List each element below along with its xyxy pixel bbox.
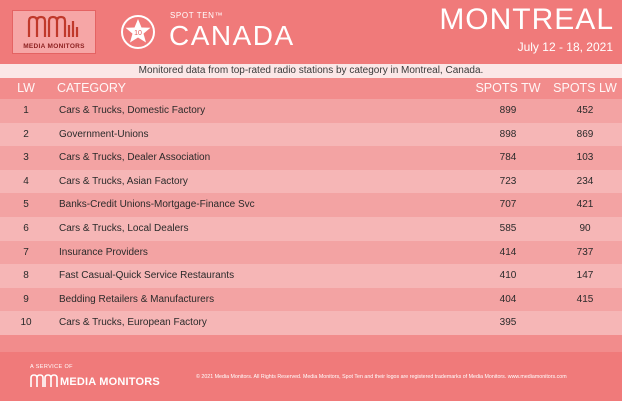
service-label: A SERVICE OF bbox=[30, 364, 73, 370]
table-row bbox=[0, 146, 622, 170]
table-row bbox=[0, 123, 622, 147]
cell-lw: 2 bbox=[23, 128, 29, 140]
cell-spots-lw: 147 bbox=[576, 270, 594, 282]
cell-spots-lw: 103 bbox=[576, 152, 594, 164]
header-lw: LW bbox=[17, 81, 35, 95]
cell-category: Cars & Trucks, Dealer Association bbox=[59, 152, 211, 164]
header-category: CATEGORY bbox=[57, 81, 126, 95]
cell-spots-lw: 421 bbox=[576, 199, 594, 211]
cell-spots-tw: 723 bbox=[499, 175, 517, 187]
cell-spots-lw: 737 bbox=[576, 246, 594, 258]
cell-spots-lw: 869 bbox=[576, 128, 594, 140]
subtitle: Monitored data from top-rated radio stations by category in Montreal, Canada. bbox=[0, 64, 622, 78]
table-row bbox=[0, 193, 622, 217]
cell-lw: 6 bbox=[23, 222, 29, 234]
cell-spots-lw: 415 bbox=[576, 293, 594, 305]
cell-spots-tw: 410 bbox=[499, 270, 517, 282]
table-row bbox=[0, 99, 622, 123]
cell-lw: 8 bbox=[23, 270, 29, 282]
table-row bbox=[0, 264, 622, 288]
cell-lw: 5 bbox=[23, 199, 29, 211]
table-header-row bbox=[0, 78, 622, 98]
cell-category: Cars & Trucks, European Factory bbox=[59, 317, 207, 329]
table-row bbox=[0, 170, 622, 194]
cell-spots-lw: 452 bbox=[576, 105, 594, 116]
spot-ten-label: SPOT TEN™ bbox=[170, 11, 224, 20]
date-range: July 12 - 18, 2021 bbox=[517, 40, 613, 54]
table-row bbox=[0, 288, 622, 312]
mm-footer-icon bbox=[30, 374, 58, 388]
cell-spots-lw: 234 bbox=[576, 175, 594, 187]
header-spots-lw: SPOTS LW bbox=[553, 81, 617, 95]
cell-spots-tw: 898 bbox=[499, 128, 517, 140]
cell-spots-tw: 414 bbox=[499, 246, 517, 258]
cell-spots-tw: 707 bbox=[499, 199, 517, 211]
cell-category: Insurance Providers bbox=[59, 246, 148, 258]
cell-spots-tw: 404 bbox=[499, 293, 517, 305]
table-row bbox=[0, 241, 622, 265]
header-spots-tw: SPOTS TW bbox=[475, 81, 541, 95]
footer-brand: MEDIA MONITORS bbox=[60, 376, 160, 388]
cell-lw: 9 bbox=[23, 293, 29, 305]
cell-lw: 10 bbox=[20, 317, 32, 329]
cell-category: Bedding Retailers & Manufacturers bbox=[59, 293, 215, 305]
cell-lw: 1 bbox=[23, 105, 29, 116]
badge-number: 10 bbox=[134, 30, 142, 37]
cell-category: Cars & Trucks, Domestic Factory bbox=[59, 105, 206, 116]
cell-spots-tw: 784 bbox=[499, 152, 517, 164]
table-body bbox=[0, 99, 622, 335]
table-row bbox=[0, 217, 622, 241]
cell-category: Fast Casual-Quick Service Restaurants bbox=[59, 270, 235, 282]
cell-category: Cars & Trucks, Local Dealers bbox=[59, 222, 189, 234]
cell-category: Government-Unions bbox=[59, 128, 149, 140]
cell-spots-lw: 90 bbox=[579, 222, 591, 234]
cell-lw: 3 bbox=[23, 152, 29, 164]
cell-spots-tw: 585 bbox=[499, 222, 517, 234]
table-row bbox=[0, 311, 622, 335]
cell-category: Cars & Trucks, Asian Factory bbox=[59, 175, 188, 187]
logo-text: MEDIA MONITORS bbox=[23, 43, 85, 50]
mm-waveform-icon bbox=[27, 15, 81, 39]
header-banner bbox=[0, 0, 622, 64]
country-title: CANADA bbox=[169, 20, 295, 51]
cell-lw: 4 bbox=[23, 175, 29, 187]
cell-spots-tw: 395 bbox=[499, 317, 517, 329]
city-title: MONTREAL bbox=[439, 3, 614, 36]
cell-spots-tw: 899 bbox=[499, 105, 517, 116]
star-badge-icon bbox=[120, 14, 156, 50]
footer-banner bbox=[0, 352, 622, 401]
category-table bbox=[0, 78, 622, 348]
cell-category: Banks-Credit Unions-Mortgage-Finance Svc bbox=[59, 199, 255, 211]
media-monitors-logo bbox=[12, 10, 96, 54]
legal-notice: © 2021 Media Monitors. All Rights Reserved. Media Monitors, Spot Ten and their logos are registered trademarks of Media Monitors. www.mediamonitors.com bbox=[196, 374, 567, 380]
cell-lw: 7 bbox=[23, 246, 29, 258]
